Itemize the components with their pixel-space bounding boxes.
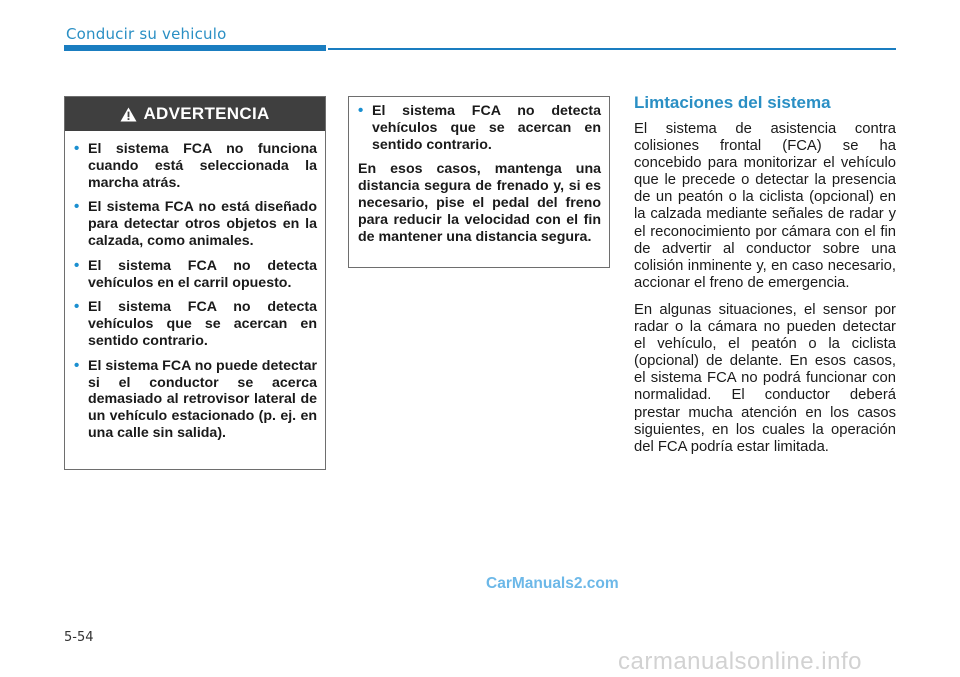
warning-title: ADVERTENCIA — [143, 104, 270, 123]
warning-item-text: El sistema FCA no está diseñado para detectar otros objetos en la calzada, como animales. — [88, 199, 317, 249]
warning-item-text: El sistema FCA no detecta vehículos que se acercan en sentido contrario. — [88, 299, 317, 349]
continuation-item-text: El sistema FCA no detecta vehículos que se acercan en sentido contrario. — [372, 103, 601, 153]
section-title: Conducir su vehiculo — [66, 25, 227, 43]
limitations-title: Limtaciones del sistema — [634, 93, 831, 112]
warning-item — [74, 298, 317, 349]
continuation-item — [358, 102, 601, 153]
warning-item — [74, 198, 317, 249]
warning-item — [74, 256, 317, 292]
warning-header — [65, 97, 325, 131]
bullet-dot-icon: • — [74, 198, 80, 216]
continuation-list — [349, 97, 609, 153]
footer-brand: carmanualsonline.info — [618, 648, 862, 675]
warning-continuation-box — [348, 96, 610, 268]
header-rule-thick — [64, 45, 326, 51]
warning-item-text: El sistema FCA no puede detectar si el conductor se acerca demasiado al retrovisor lateral de un vehículo estacionado (p. ej. en una calle sin salida). — [88, 357, 317, 441]
bullet-dot-icon: • — [74, 356, 80, 374]
limitations-paragraph: En algunas situaciones, el sensor por radar o la cámara no pueden detectar el vehículo, el peatón o la ciclista (opcional) de delante. En esos casos, el sistema FCA no podrá funcionar con normalidad. El conductor deberá prestar mucha atención en los casos siguientes, en los cuales la operación del FCA podría estar limitada. — [634, 301, 896, 455]
warning-item — [74, 140, 317, 191]
bullet-dot-icon: • — [74, 256, 80, 274]
warning-item-text: El sistema FCA no detecta vehículos en el carril opuesto. — [88, 257, 317, 291]
bullet-dot-icon: • — [74, 298, 80, 316]
continuation-paragraph: En esos casos, mantenga una distancia segura de frenado y, si es necesario, pise el pedal del freno para reducir la velocidad con el fin de mantener una distancia segura. — [358, 161, 601, 245]
header-rule-thin — [328, 48, 896, 50]
bullet-dot-icon: • — [74, 140, 80, 157]
limitations-body — [634, 121, 896, 466]
limitations-paragraph: El sistema de asistencia contra colisiones frontal (FCA) se ha concebido para monitorizar el vehículo que le precede o detectar la presencia de un peatón o la ciclista (opcional) en la calzada mediante señales de radar y el reconocimiento por cámara con el fin de advertir al conductor sobre una colisión inminente y, en caso necesario, accionar el freno de emergencia. — [634, 121, 896, 291]
warning-box — [64, 96, 326, 470]
page-number: 5-54 — [64, 630, 94, 645]
watermark-link[interactable]: CarManuals2.com — [486, 575, 619, 592]
bullet-dot-icon: • — [358, 102, 364, 119]
warning-triangle-icon — [120, 107, 137, 122]
warning-item — [74, 356, 317, 442]
warning-item-text: El sistema FCA no funciona cuando está seleccionada la marcha atrás. — [88, 141, 317, 191]
warning-list — [65, 131, 325, 442]
